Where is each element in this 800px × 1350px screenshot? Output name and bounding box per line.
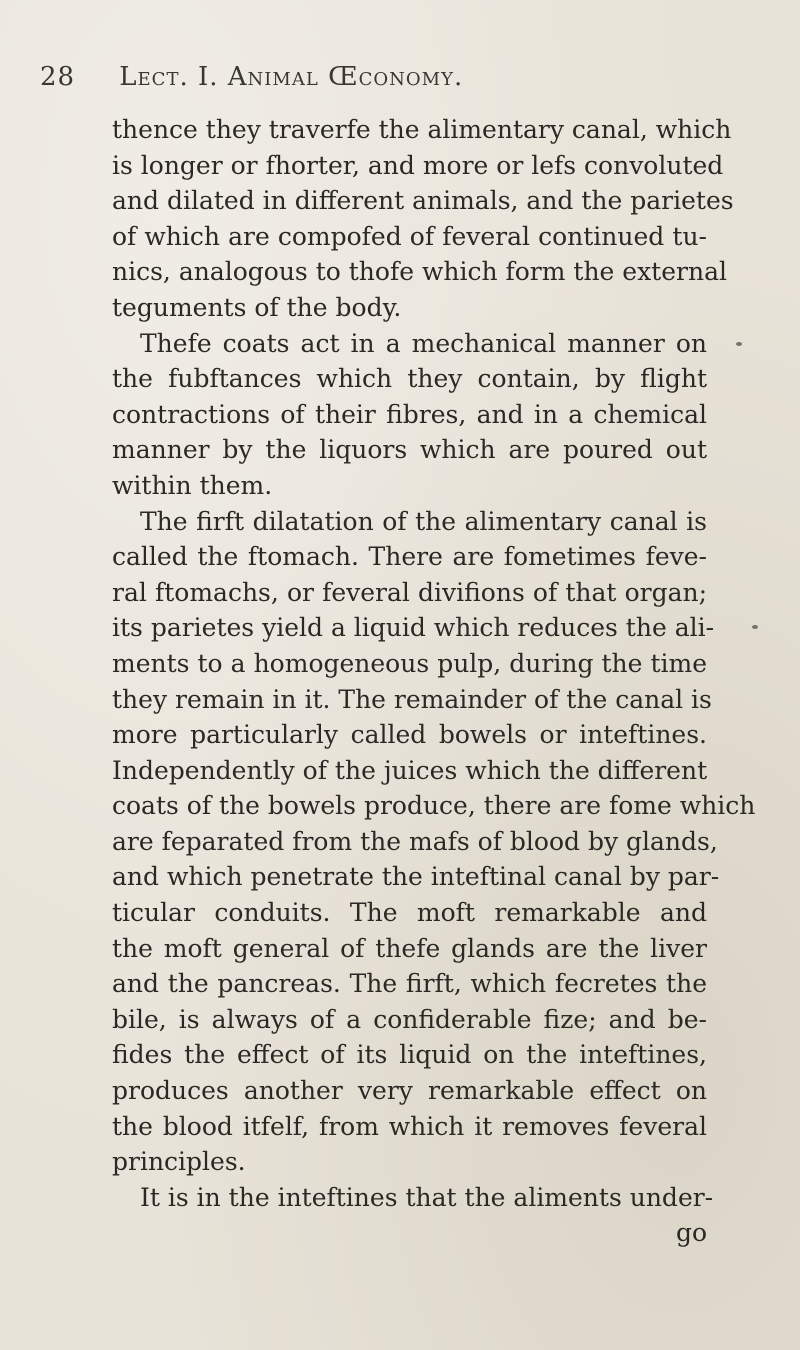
- page-number: 28: [40, 62, 76, 92]
- text-line: Thefe coats act in a mechanical manner on: [140, 328, 707, 358]
- text-line: It is in the inteftines that the aliments under-: [140, 1182, 714, 1212]
- text-line: teguments of the body.: [112, 292, 402, 322]
- text-line: they remain in it. The remainder of the canal is: [112, 684, 712, 714]
- text-line: ticular conduits. The moft remarkable and: [112, 898, 707, 928]
- text-line: are feparated from the mafs of blood by glands,: [112, 826, 718, 856]
- text-line: nics, analogous to thofe which form the external: [112, 257, 727, 287]
- text-line: manner by the liquors which are poured out: [112, 435, 707, 465]
- text-line: produces another very remarkable effect on: [112, 1076, 707, 1106]
- text-line: ments to a homogeneous pulp, during the time: [112, 648, 707, 678]
- running-header: [40, 62, 740, 102]
- body-text: [112, 112, 756, 1251]
- ink-speck: [752, 625, 758, 629]
- text-line: the moft general of thefe glands are the liver: [112, 933, 707, 963]
- text-line: and the pancreas. The firft, which fecretes the: [112, 969, 707, 999]
- text-line: its parietes yield a liquid which reduces the ali-: [112, 613, 715, 643]
- text-line: the fubftances which they contain, by flight: [112, 364, 707, 394]
- text-line: more particularly called bowels or inteftines.: [112, 720, 707, 750]
- text-line: is longer or fhorter, and more or lefs convoluted: [112, 150, 724, 180]
- text-line: the blood itfelf, from which it removes feveral: [112, 1111, 707, 1141]
- text-line: and which penetrate the inteftinal canal by par-: [112, 862, 720, 892]
- text-line: Independently of the juices which the different: [112, 755, 708, 785]
- running-title: Lect. I. Animal Œconomy.: [119, 62, 464, 92]
- text-line: called the ftomach. There are fometimes feve-: [112, 542, 707, 572]
- text-line: and dilated in different animals, and the parietes: [112, 186, 734, 216]
- text-line: fides the effect of its liquid on the inteftines,: [112, 1040, 707, 1070]
- text-line: principles.: [112, 1147, 246, 1177]
- text-line: contractions of their fibres, and in a chemical: [112, 399, 707, 429]
- text-line: within them.: [112, 470, 273, 500]
- text-line: thence they traverfe the alimentary canal, which: [112, 115, 732, 144]
- text-line: coats of the bowels produce, there are fome which: [112, 791, 756, 821]
- catchword: go: [675, 1218, 707, 1248]
- text-line: ral ftomachs, or feveral divifions of that organ;: [112, 577, 707, 607]
- text-line: of which are compofed of feveral continued tu-: [112, 221, 707, 251]
- text-line: The firft dilatation of the alimentary canal is: [140, 506, 707, 536]
- ink-speck: [736, 342, 742, 346]
- text-line: bile, is always of a confiderable fize; and be-: [112, 1004, 707, 1034]
